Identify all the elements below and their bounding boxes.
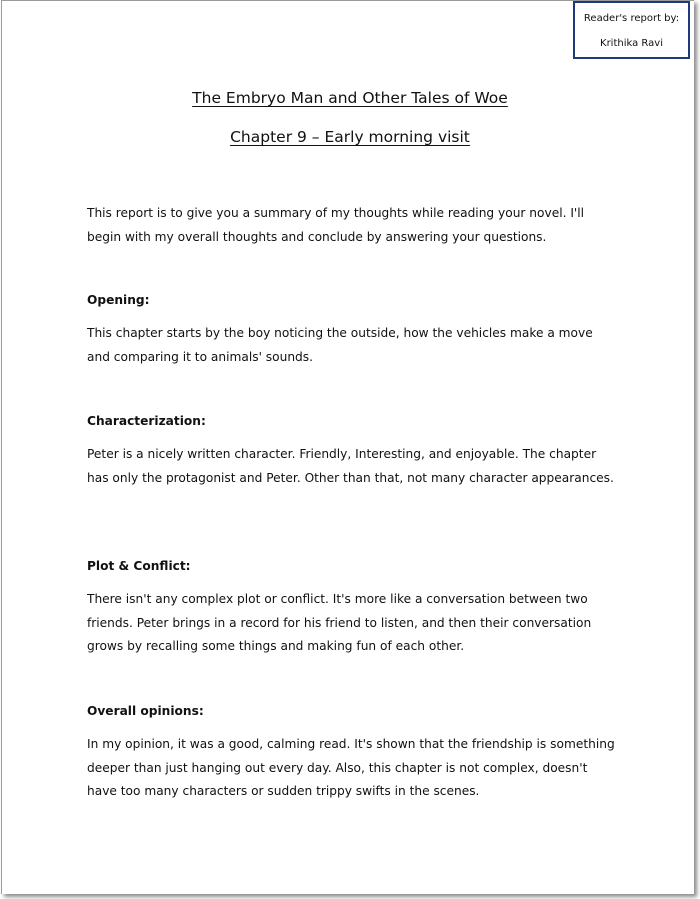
section-heading-opening: Opening: [87, 293, 150, 307]
section-body-plot-conflict: There isn't any complex plot or conflict. It's more like a conversation between two friends. Peter brings in a record for his friend to listen, and then their conversation grows by recalling some things and making fun of each other. [87, 592, 592, 653]
section-body-overall-opinions: In my opinion, it was a good, calming read. It's shown that the friendship is something deeper than just hanging out every day. Also, this chapter is not complex, doesn't have too many characters or sudden trippy swifts in the scenes. [87, 737, 615, 798]
section-body-opening: This chapter starts by the boy noticing the outside, how the vehicles make a move and comparing it to animals' sounds. [87, 326, 593, 364]
book-title: The Embryo Man and Other Tales of Woe [192, 89, 508, 107]
section-body-characterization: Peter is a nicely written character. Friendly, Interesting, and enjoyable. The chapter has only the protagonist and Peter. Other than that, not many character appearances. [87, 447, 614, 485]
section-heading-plot-conflict: Plot & Conflict: [87, 559, 191, 573]
chapter-title: Chapter 9 – Early morning visit [230, 128, 470, 146]
report-by-label: Reader's report by: [583, 13, 680, 24]
intro-paragraph: This report is to give you a summary of my thoughts while reading your novel. I'll begin with my overall thoughts and conclude by answering your questions. [87, 206, 585, 244]
section-heading-overall-opinions: Overall opinions: [87, 704, 204, 718]
reader-report-box [573, 1, 690, 59]
section-heading-characterization: Characterization: [87, 414, 206, 428]
reporter-name: Krithika Ravi [600, 38, 663, 49]
